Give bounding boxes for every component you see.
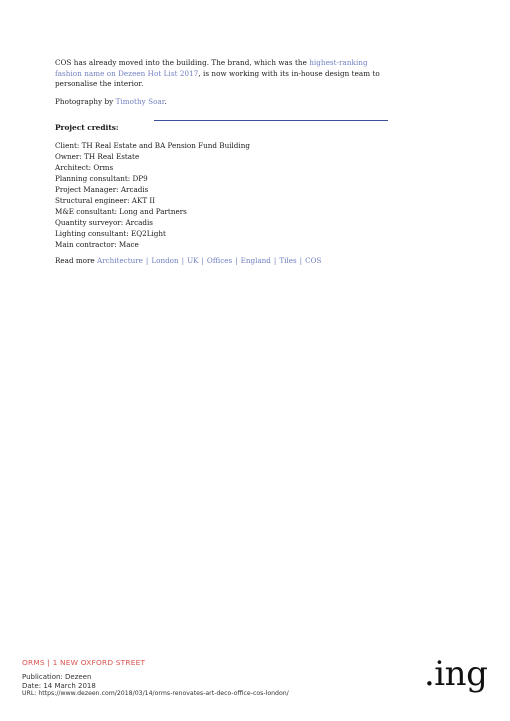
credit-item: Owner: TH Real Estate (55, 152, 140, 161)
paragraph-text: COS has already moved into the building. The brand, which was the (55, 58, 310, 67)
section-divider (154, 120, 388, 121)
tag-separator: | (181, 256, 185, 265)
tag-link[interactable]: Architecture (96, 256, 143, 265)
credits-heading: Project credits: (55, 123, 119, 132)
tag-separator: | (273, 256, 277, 265)
credit-item: Quantity surveyor: Arcadis (55, 218, 153, 227)
tag-link[interactable]: England (240, 256, 271, 265)
ing-logo: .ing (424, 654, 488, 694)
credit-item: Planning consultant: DP9 (55, 174, 148, 183)
tag-link[interactable]: Offices (206, 256, 233, 265)
credits-list (55, 140, 250, 250)
read-more-tags (55, 255, 321, 266)
credit-item: Architect: Orms (55, 163, 114, 172)
article-paragraph (55, 58, 385, 90)
photography-credit (55, 97, 385, 108)
footer-title: ORMS | 1 NEW OXFORD STREET (22, 658, 146, 667)
credit-item: Project Manager: Arcadis (55, 185, 149, 194)
tag-separator: | (299, 256, 303, 265)
footer-date: Date: 14 March 2018 (22, 681, 96, 690)
photographer-link[interactable]: Timothy Soar (115, 96, 165, 106)
footer-publication: Publication: Dezeen (22, 673, 92, 681)
tag-separator: | (145, 256, 149, 265)
credit-item: Client: TH Real Estate and BA Pension Fund Building (55, 141, 250, 150)
read-more-label: Read more (55, 256, 97, 265)
hot-list-link[interactable]: highest-ranking fashion name on Dezeen Hot List 2017 (55, 58, 368, 78)
credit-item: Lighting consultant: EQ2Light (55, 229, 166, 238)
tag-link[interactable]: UK (187, 256, 199, 265)
credit-item: Structural engineer: AKT II (55, 196, 156, 205)
footer-url: URL: https://www.dezeen.com/2018/03/14/orms-renovates-art-deco-office-cos-london/ (22, 690, 289, 698)
article-body (55, 58, 385, 114)
photography-period: . (164, 96, 167, 106)
footer (22, 658, 289, 699)
tag-link[interactable]: London (151, 256, 179, 265)
tag-separator: | (235, 256, 238, 265)
tag-link[interactable]: Tiles (279, 256, 297, 265)
photography-label: Photography by (55, 96, 116, 106)
tag-link[interactable]: COS (305, 256, 322, 265)
tag-separator: | (201, 256, 204, 265)
paragraph-text: , is now working with its in-house design team to personalise the interior. (55, 68, 380, 89)
credit-item: Main contractor: Mace (55, 240, 139, 249)
credit-item: M&E consultant: Long and Partners (55, 207, 187, 216)
